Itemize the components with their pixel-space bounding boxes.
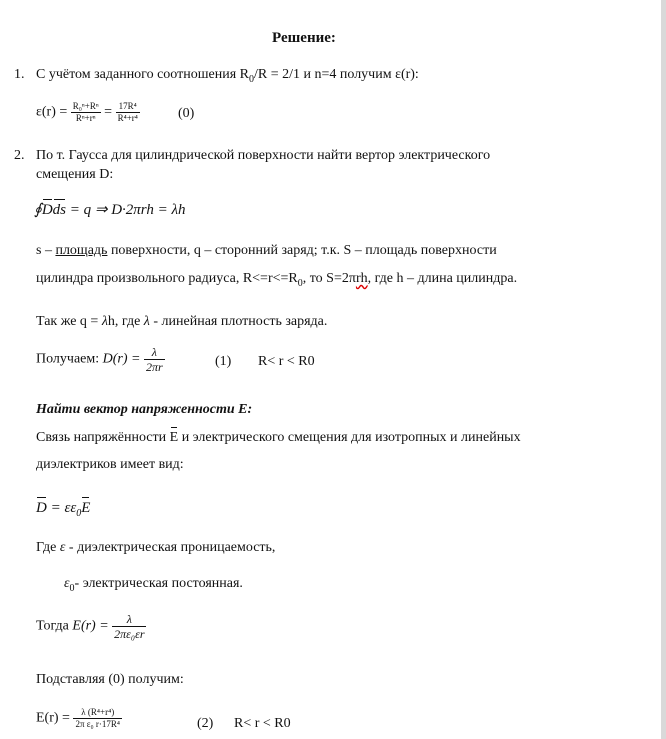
then-num: λ — [112, 613, 146, 627]
then-lhs: E(r) = — [72, 618, 109, 634]
gauss-rest: = q ⇒ D·2πrh = λh — [69, 202, 186, 218]
eps0-line — [64, 576, 243, 594]
gauss-oint: ∮ — [34, 202, 42, 218]
step-2-line-1: По т. Гаусса для цилиндрической поверхности найти вертор электрического — [36, 148, 491, 163]
formula-0-label: (0) — [178, 106, 195, 121]
frac1-den: Rⁿ+rⁿ — [75, 113, 96, 123]
formula-0-lhs: ε(r) = — [36, 104, 68, 120]
final-formula — [36, 708, 122, 729]
link-E: E — [169, 430, 179, 445]
where-eps — [36, 540, 275, 556]
page-edge — [661, 0, 666, 739]
step-1-number: 1. — [14, 67, 25, 82]
formula-0-eq: = — [104, 104, 113, 120]
substitution-text: Подставляя (0) получим: — [36, 672, 184, 687]
then-frac — [112, 613, 146, 640]
step-1-text-a: С учётом заданного соотношения R — [36, 67, 249, 82]
eps0-sub: 0 — [69, 582, 75, 594]
s-label: s — [36, 243, 42, 258]
result-1-num: λ — [144, 346, 165, 360]
result-1-label: Получаем: — [36, 351, 100, 367]
also-a: Так же q = — [36, 314, 102, 329]
link-b: и электрического смещения для изотропных и линейных — [178, 430, 521, 445]
result-1-lhs: D(r) = — [102, 351, 141, 367]
step-2-line-2: смещения D: — [36, 167, 114, 182]
final-eqlabel: (2) — [197, 716, 214, 731]
final-lhs: E(r) = — [36, 710, 70, 726]
page-title: Решение: — [272, 30, 336, 46]
where-eps-symbol: ε — [59, 540, 66, 555]
rel-D: D — [36, 500, 47, 516]
also-lambda2: λ — [143, 314, 150, 329]
where-a: Где — [36, 540, 60, 555]
relation-line-2: диэлектриков имеет вид: — [36, 457, 184, 472]
rel-mid: = εε — [46, 500, 77, 516]
formula-0-frac1 — [71, 102, 101, 123]
result-1-frac — [144, 346, 165, 373]
section-heading: Найти вектор напряженности Е: — [36, 402, 253, 417]
lambda-definition — [36, 314, 327, 330]
step-1-sub: 0 — [248, 73, 254, 85]
rel-E: E — [81, 500, 91, 516]
then-label: Тогда — [36, 618, 69, 634]
result-1-range: R< r < R0 — [258, 354, 315, 369]
step-1-text-b: /R = 2/1 и n=4 получим ε(r): — [253, 67, 419, 82]
where-b: - диэлектрическая проницаемость, — [65, 540, 276, 555]
cyl-a: цилиндра произвольного радиуса, R<=r<=R — [36, 271, 298, 286]
also-b: h, где — [107, 314, 144, 329]
also-lambda1: λ — [101, 314, 108, 329]
cyl-wavy: rh — [355, 271, 368, 286]
cylinder-line — [36, 271, 517, 289]
cyl-sub: 0 — [297, 277, 303, 289]
frac2-num: 17R⁴ — [116, 102, 140, 113]
eps0-symbol: ε — [64, 576, 70, 591]
gauss-formula — [34, 200, 186, 219]
cyl-b: , то S=2π — [302, 271, 356, 286]
gauss-ds: ds — [52, 202, 67, 218]
cyl-c: , где h – длина цилиндра. — [367, 271, 518, 286]
formula-0 — [36, 102, 140, 123]
final-frac — [73, 708, 122, 729]
formula-0-frac2 — [116, 102, 140, 123]
result-1-eqlabel: (1) — [215, 354, 232, 369]
relation-line-1 — [36, 430, 521, 446]
link-a: Связь напряжённости — [36, 430, 170, 445]
s-underlined: площадь — [55, 243, 108, 258]
s-rest: поверхности, q – сторонний заряд; т.к. S – площадь поверхности — [107, 243, 497, 258]
step-2-number: 2. — [14, 148, 25, 163]
then-den: 2πε₀εr — [114, 627, 145, 641]
also-c: - линейная плотность заряда. — [149, 314, 328, 329]
relation-formula — [36, 500, 90, 519]
s-definition — [36, 243, 497, 259]
eps0-text: - электрическая постоянная. — [74, 576, 243, 591]
frac2-den: R⁴+r⁴ — [117, 113, 138, 123]
gauss-D: D — [41, 202, 53, 218]
final-den: 2π ε₀ r·17R⁴ — [75, 719, 121, 729]
s-dash: – — [41, 243, 56, 258]
final-range: R< r < R0 — [234, 716, 291, 731]
step-1-text — [36, 67, 419, 85]
result-1 — [36, 346, 165, 373]
rel-sub: 0 — [76, 508, 82, 519]
then-formula — [36, 613, 146, 640]
result-1-den: 2πr — [145, 360, 163, 374]
final-num: λ (R⁴+r⁴) — [73, 708, 122, 719]
frac1-num: R₀ⁿ+Rⁿ — [72, 101, 99, 111]
